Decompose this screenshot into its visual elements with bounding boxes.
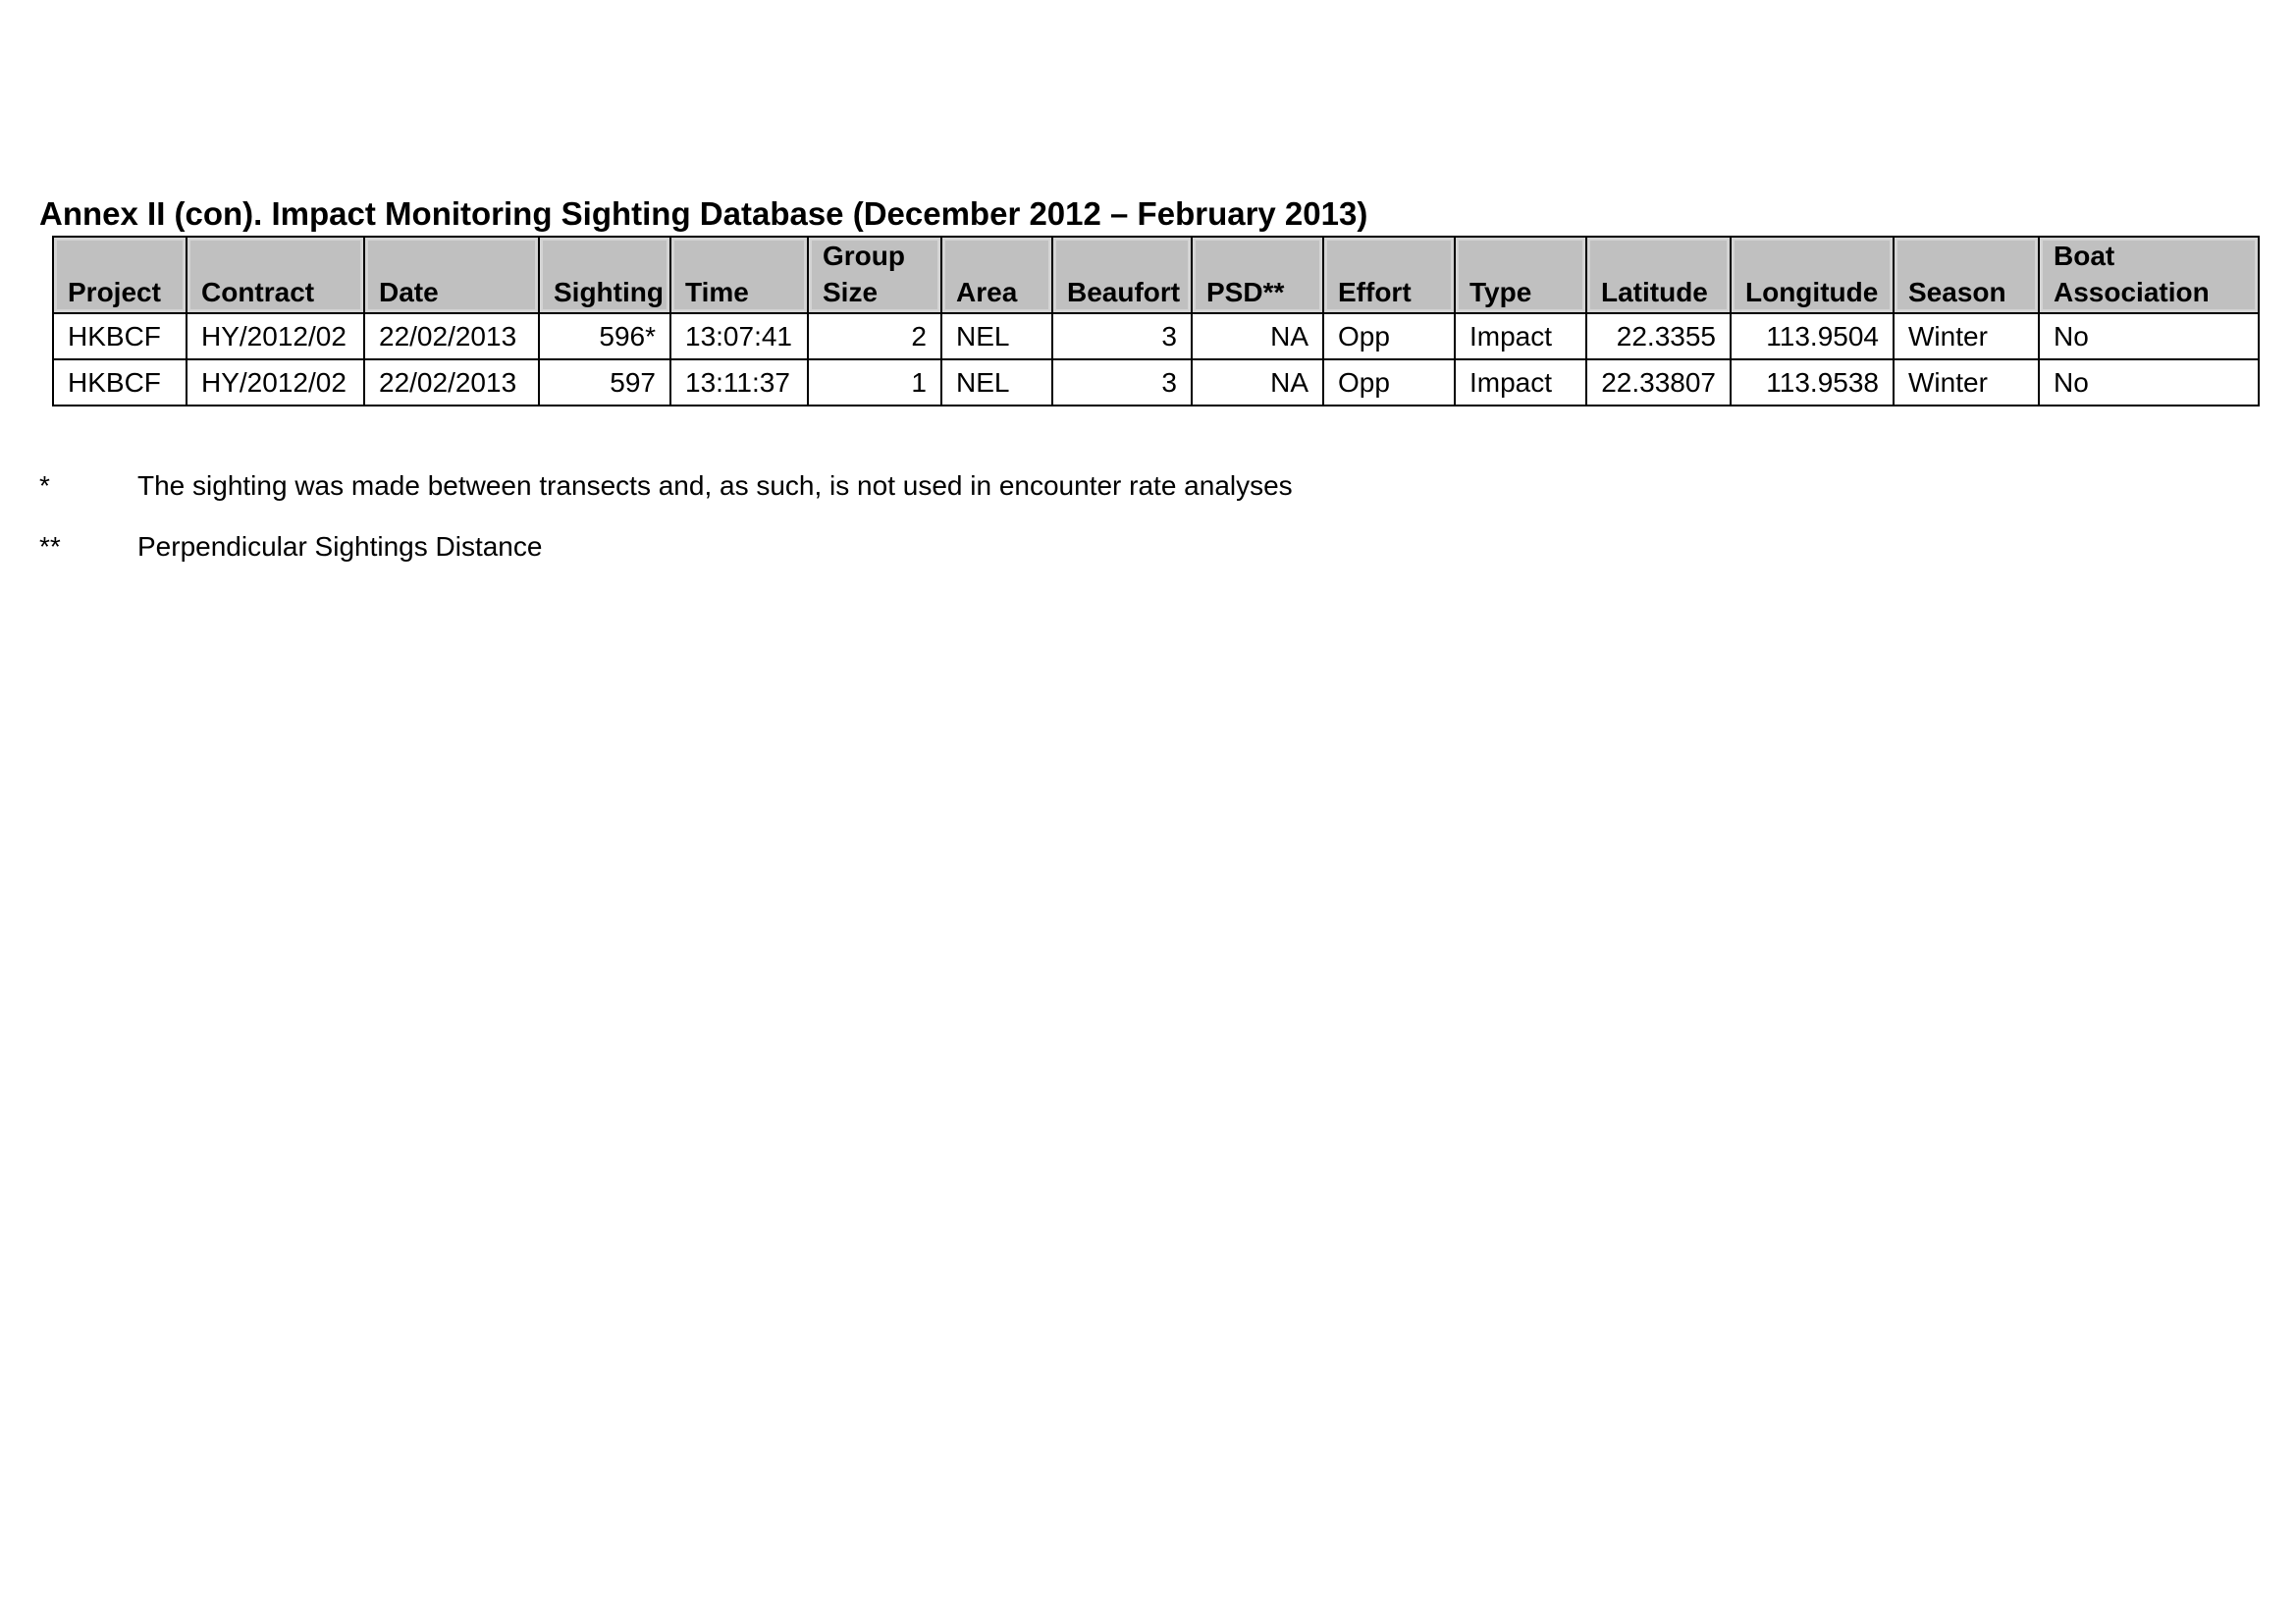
column-header-boat-association: Boat Association: [2039, 237, 2259, 313]
cell-beaufort: 3: [1052, 359, 1192, 406]
cell-time: 13:11:37: [670, 359, 808, 406]
cell-season: Winter: [1894, 313, 2039, 359]
column-header-time: Time: [670, 237, 808, 313]
sighting-table: [52, 236, 2260, 406]
cell-project: HKBCF: [53, 359, 187, 406]
footnote-text: The sighting was made between transects and, as such, is not used in encounter rate analyses: [137, 470, 1293, 501]
footnote-single-asterisk: [39, 468, 1293, 504]
column-header-date: Date: [364, 237, 539, 313]
table-row: [53, 313, 2259, 359]
cell-effort: Opp: [1323, 359, 1455, 406]
document-title: Annex II (con). Impact Monitoring Sighting Database (December 2012 – February 2013): [39, 195, 1368, 232]
cell-date: 22/02/2013: [364, 313, 539, 359]
column-header-psd: PSD**: [1192, 237, 1323, 313]
cell-psd: NA: [1192, 313, 1323, 359]
cell-group-size: 1: [808, 359, 941, 406]
cell-latitude: 22.33807: [1586, 359, 1731, 406]
column-header-season: Season: [1894, 237, 2039, 313]
column-header-group-size: Group Size: [808, 237, 941, 313]
cell-project: HKBCF: [53, 313, 187, 359]
cell-area: NEL: [941, 313, 1052, 359]
cell-beaufort: 3: [1052, 313, 1192, 359]
column-header-sighting: Sighting: [539, 237, 670, 313]
footnote-marker: **: [39, 531, 61, 562]
footnote-marker: *: [39, 470, 50, 501]
cell-area: NEL: [941, 359, 1052, 406]
column-header-contract: Contract: [187, 237, 364, 313]
cell-contract: HY/2012/02: [187, 313, 364, 359]
cell-longitude: 113.9538: [1731, 359, 1894, 406]
footnote-text: Perpendicular Sightings Distance: [137, 531, 543, 562]
column-header-longitude: Longitude: [1731, 237, 1894, 313]
footnote-double-asterisk: [39, 529, 542, 565]
cell-contract: HY/2012/02: [187, 359, 364, 406]
cell-time: 13:07:41: [670, 313, 808, 359]
column-header-type: Type: [1455, 237, 1586, 313]
table-row: [53, 359, 2259, 406]
column-header-latitude: Latitude: [1586, 237, 1731, 313]
column-header-effort: Effort: [1323, 237, 1455, 313]
cell-type: Impact: [1455, 359, 1586, 406]
cell-group-size: 2: [808, 313, 941, 359]
cell-season: Winter: [1894, 359, 2039, 406]
table-header-row: [53, 237, 2259, 313]
cell-boat-association: No: [2039, 359, 2259, 406]
cell-effort: Opp: [1323, 313, 1455, 359]
cell-boat-association: No: [2039, 313, 2259, 359]
cell-sighting: 596*: [539, 313, 670, 359]
column-header-project: Project: [53, 237, 187, 313]
cell-latitude: 22.3355: [1586, 313, 1731, 359]
column-header-beaufort: Beaufort: [1052, 237, 1192, 313]
cell-longitude: 113.9504: [1731, 313, 1894, 359]
cell-type: Impact: [1455, 313, 1586, 359]
column-header-area: Area: [941, 237, 1052, 313]
cell-date: 22/02/2013: [364, 359, 539, 406]
cell-psd: NA: [1192, 359, 1323, 406]
cell-sighting: 597: [539, 359, 670, 406]
